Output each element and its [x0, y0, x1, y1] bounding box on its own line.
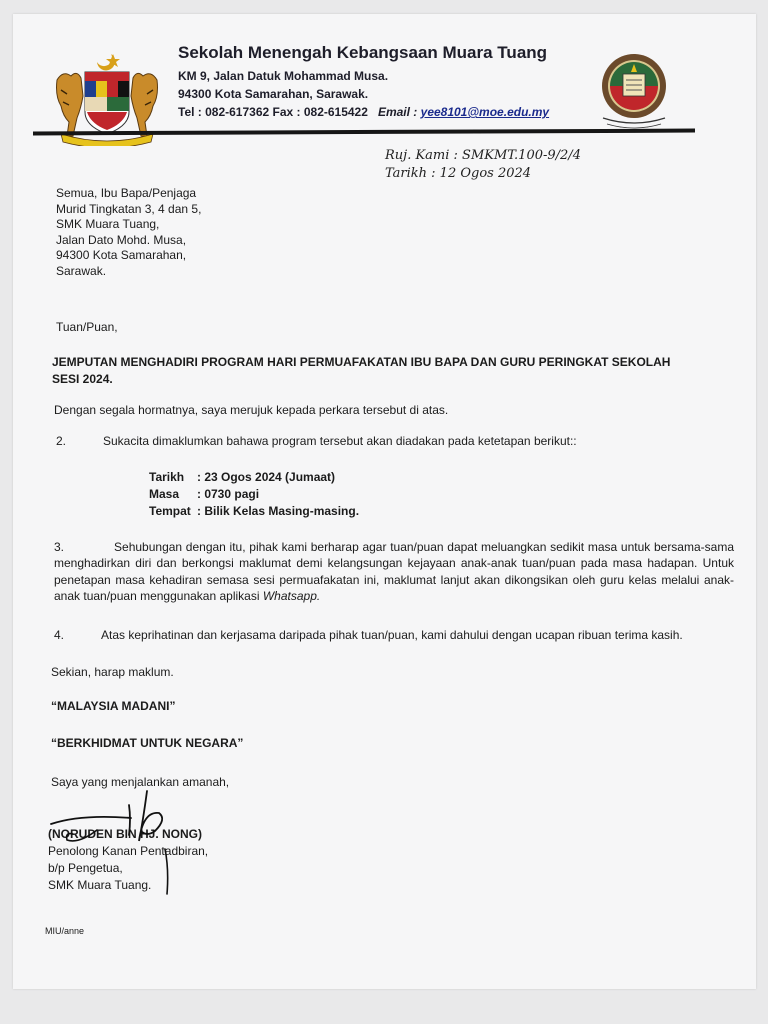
detail-value: : Bilik Kelas Masing-masing.	[197, 504, 360, 518]
contact-phone-fax: Tel : 082-617362 Fax : 082-615422	[178, 105, 368, 119]
closing-line: Sekian, harap maklum.	[51, 665, 174, 679]
paragraph-2: Sukacita dimaklumkan bahawa program tersebut akan diadakan pada ketetapan berikut::	[103, 434, 577, 448]
detail-label: Tempat	[149, 504, 191, 518]
detail-row	[149, 486, 359, 503]
signer-name: (NORUDEN BIN HJ. NONG)	[48, 827, 203, 841]
event-details	[149, 469, 359, 520]
school-address-line2: 94300 Kota Samarahan, Sarawak.	[178, 87, 369, 101]
recipient-line: Semua, Ibu Bapa/Penjaga	[56, 186, 197, 200]
handwritten-signature	[43, 779, 193, 899]
recipient-line: Sarawak.	[56, 263, 107, 278]
detail-value: : 23 Ogos 2024 (Jumaat)	[197, 470, 336, 484]
signer-organisation: SMK Muara Tuang.	[48, 878, 152, 892]
motto-berkhidmat: “BERKHIDMAT UNTUK NEGARA”	[51, 736, 244, 750]
detail-row	[149, 503, 359, 520]
signoff-line: Saya yang menjalankan amanah,	[51, 775, 230, 789]
paragraph-3-text: Sehubungan dengan itu, pihak kami berharap agar tuan/puan dapat meluangkan sedikit masa untuk bersama-sama menghadirkan diri dan berkongsi maklumat demi kelangsungan kejayaan anak-anak tuan/puan pada masa hadapan. Untuk penetapan masa kehadiran semasa sesi permuafakatan ini, maklumat lanjut akan dikongsikan oleh guru kelas melalui anak-anak tuan/puan menggunakan aplikasi	[54, 540, 734, 603]
school-name: Sekolah Menengah Kebangsaan Muara Tuang	[178, 43, 548, 62]
email-label: Email :	[377, 105, 418, 119]
school-contact-line	[178, 105, 549, 119]
paragraph-4: Atas keprihatinan dan kerjasama daripada pihak tuan/puan, kami dahului dengan ucapan ribuan terima kasih.	[101, 628, 683, 642]
email-link[interactable]: yee8101@moe.edu.my	[420, 105, 550, 119]
recipient-line: SMK Muara Tuang,	[56, 217, 160, 232]
whatsapp-mention: Whatsapp.	[262, 588, 321, 603]
recipient-line: Murid Tingkatan 3, 4 dan 5,	[56, 201, 202, 216]
paragraph-3-number: 3.	[54, 540, 65, 554]
recipient-line: 94300 Kota Samarahan,	[56, 248, 187, 263]
paragraph-1: Dengan segala hormatnya, saya merujuk kepada perkara tersebut di atas.	[54, 403, 449, 417]
letter-date: Tarikh : 12 Ogos 2024	[385, 166, 532, 181]
letter-subject: JEMPUTAN MENGHADIRI PROGRAM HARI PERMUAFAKATAN IBU BAPA DAN GURU PERINGKAT SEKOLAH SESI 2024.	[52, 355, 671, 386]
recipient-address	[56, 186, 201, 280]
reference-number: Ruj. Kami : SMKMT.100-9/2/4	[385, 148, 581, 163]
detail-label: Masa	[149, 487, 180, 501]
signer-on-behalf: b/p Pengetua,	[48, 861, 123, 875]
detail-label: Tarikh	[149, 470, 185, 484]
letter-page	[13, 14, 756, 989]
salutation: Tuan/Puan,	[56, 320, 118, 334]
recipient-line: Jalan Dato Mohd. Musa,	[56, 232, 187, 247]
paragraph-3	[54, 539, 734, 604]
paragraph-4-number: 4.	[54, 628, 65, 642]
signer-position: Penolong Kanan Pentadbiran,	[48, 844, 209, 858]
school-emblem-logo	[593, 50, 675, 130]
detail-value: : 0730 pagi	[197, 487, 260, 501]
paragraph-2-number: 2.	[56, 434, 67, 448]
motto-malaysia-madani: “MALAYSIA MADANI”	[51, 699, 176, 713]
reference-initials: MIU/anne	[45, 926, 85, 936]
school-address-line1: KM 9, Jalan Datuk Mohammad Musa.	[178, 69, 389, 83]
detail-row	[149, 469, 359, 486]
